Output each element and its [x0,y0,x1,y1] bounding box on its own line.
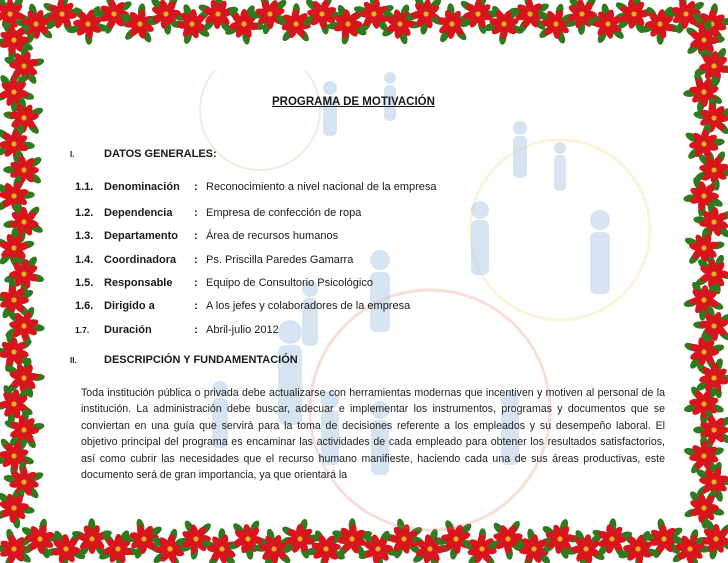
poinsettia-flower [632,0,689,52]
row-index: 1.1. [75,181,94,193]
poinsettia-flower [0,382,38,428]
poinsettia-flower [0,39,53,95]
general-data-row [75,230,338,246]
poinsettia-flower [217,0,272,50]
poinsettia-flower [553,0,610,41]
poinsettia-flower [9,0,63,51]
poinsettia-flower [165,0,217,49]
row-key: Dirigido a [104,300,155,312]
row-value: Equipo de Consultorio Psicológico [206,277,373,289]
row-value: Abril-julio 2012 [206,324,279,336]
row-key: Coordinadora [104,254,177,266]
poinsettia-flower [659,0,715,42]
row-index: 1.4. [75,254,94,266]
poinsettia-flower [37,521,93,563]
row-index: 1.6. [75,300,94,312]
poinsettia-flower [92,0,133,36]
poinsettia-flower [137,0,195,42]
poinsettia-flower [0,353,51,405]
poinsettia-flower [0,116,41,172]
poinsettia-flower [3,149,43,192]
poinsettia-flower [479,0,527,49]
poinsettia-flower [0,72,36,113]
poinsettia-flower [0,430,38,482]
row-separator: : [194,207,198,219]
row-separator: : [194,254,198,266]
row-value: Reconocimiento a nivel nacional de la empresa [206,181,437,193]
poinsettia-flower [527,0,583,52]
poinsettia-flower [61,0,113,51]
poinsettia-flower [0,226,36,269]
poinsettia-flower [196,0,240,34]
general-data-row [75,181,437,197]
section-title: DATOS GENERALES: [104,148,217,160]
poinsettia-flower [0,527,34,563]
poinsettia-flower [584,0,633,47]
section-heading-general-data [70,148,217,160]
poinsettia-flower [506,0,552,38]
row-value: Empresa de confección de ropa [206,207,362,219]
poinsettia-flower [690,0,728,48]
poinsettia-flower [3,303,48,349]
row-index: 1.2. [75,207,94,219]
row-value: A los jefes y colaboradores de la empresa [206,300,411,312]
section-heading-description [70,354,298,366]
row-key: Departamento [104,230,178,242]
poinsettia-flower [301,0,345,37]
poinsettia-flower [0,272,42,326]
poinsettia-flower [423,0,479,53]
poinsettia-flower [0,245,53,302]
poinsettia-flower [346,0,403,43]
poinsettia-flower [117,510,173,563]
poinsettia-flower [0,402,52,459]
poinsettia-flower [402,0,449,38]
poinsettia-flower [375,0,426,49]
row-key: Denominación [104,181,180,193]
poinsettia-flower [321,0,376,52]
row-index: 1.5. [75,277,94,289]
row-separator: : [194,277,198,289]
row-value: Ps. Priscilla Paredes Gamarra [206,254,354,266]
row-separator: : [194,181,198,193]
poinsettia-flower [91,521,147,563]
general-data-row [75,324,279,340]
poinsettia-flower [0,91,51,146]
poinsettia-flower [449,0,506,43]
row-key: Responsable [104,277,173,289]
poinsettia-flower [0,194,51,248]
document-title: PROGRAMA DE MOTIVACIÓN [272,96,435,108]
row-value: Área de recursos humanos [206,230,339,242]
poinsettia-flower [0,13,42,68]
section-title: DESCRIPCIÓN Y FUNDAMENTACIÓN [104,354,298,366]
general-data-row [75,277,373,293]
poinsettia-flower [112,0,166,51]
row-index: 1.3. [75,230,94,242]
row-key: Duración [104,324,152,336]
general-data-row [75,254,353,270]
row-separator: : [194,300,198,312]
poinsettia-flower [0,479,42,537]
row-separator: : [194,230,198,242]
poinsettia-flower [33,0,91,43]
general-data-row [75,300,410,316]
general-data-row [75,207,361,223]
poinsettia-flower [610,0,659,37]
row-separator: : [194,324,198,336]
section-number: II. [70,356,77,365]
poinsettia-flower [11,510,67,563]
poinsettia-flower [242,0,299,42]
poinsettia-flower [71,518,114,558]
row-index: 1.7. [75,325,90,335]
poinsettia-flower [0,167,41,224]
poinsettia-flower [272,0,322,50]
poinsettia-flower [0,0,31,35]
section-number: I. [70,150,75,159]
row-key: Dependencia [104,207,173,219]
poinsettia-flower [679,14,728,63]
poinsettia-flower [0,324,43,381]
description-paragraph: Toda institución pública o privada debe actualizarse con herramientas modernas que incentiven y motiven al personal de la institución. La administración debe buscar, adecuar e implementar los instrumentos, programas y documentos que se conviertan en una guía que servirá para la toma de decisiones referente a los empleados y su desempeño laboral. El objetivo principal del programa es encaminar las actividades de cada empleado para obtener los resultados satisfactorios, así como cubrir las necesidades que el recurso humano manifieste, haciendo cada una de sus áreas productivas, este documento será de gran importancia, ya que orientará la [81,387,665,482]
poinsettia-flower [0,457,47,507]
